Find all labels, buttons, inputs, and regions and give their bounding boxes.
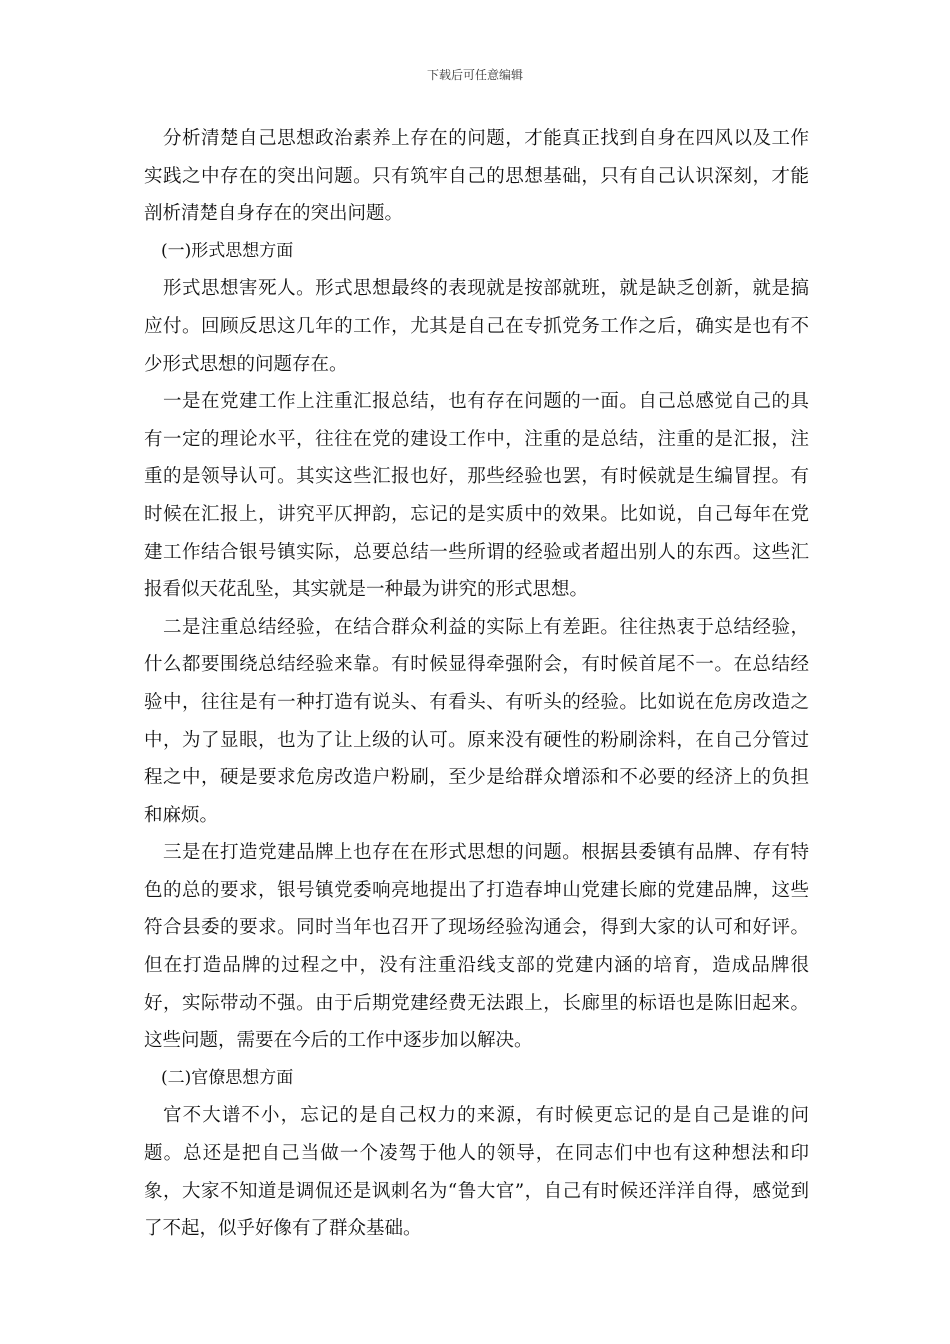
paragraph-point-three: 三是在打造党建品牌上也存在在形式思想的问题。根据县委镇有品牌、存有特色的总的要求，银号镇党委响亮地提出了打造春坤山党建长廊的党建品牌，这些符合县委的要求。同时当年也召开了现场经验沟通会，得到大家的认可和好评。但在打造品牌的过程之中，没有注重沿线支部的党建内涵的培育，造成品牌很好，实际带动不强。由于后期党建经费无法跟上，长廊里的标语也是陈旧起来。这些问题，需要在今后的工作中逐步加以解决。 bbox=[144, 842, 809, 1052]
page-header: 下载后可任意编辑 bbox=[426, 68, 523, 82]
section-heading-bureaucracy: (二)官僚思想方面 bbox=[161, 1067, 294, 1088]
paragraph-intro: 分析清楚自己思想政治素养上存在的问题，才能真正找到自身在四风以及工作实践之中存在的突出问题。只有筑牢自己的思想基础，只有自己认识深刻，才能剖析清楚自身存在的突出问题。 bbox=[144, 128, 809, 225]
paragraph-formalism-intro: 形式思想害死人。形式思想最终的表现就是按部就班，就是缺乏创新，就是搞应付。回顾反思这几年的工作，尤其是自己在专抓党务工作之后，确实是也有不少形式思想的问题存在。 bbox=[144, 278, 809, 375]
paragraph-bureaucracy: 官不大谱不小，忘记的是自己权力的来源，有时候更忘记的是自己是谁的问题。总还是把自己当做一个凌驾于他人的领导，在同志们中也有这种想法和印象，大家不知道是调侃还是讽刺名为“鲁大官”，自己有时候还洋洋自得，感觉到了不起，似乎好像有了群众基础。 bbox=[144, 1105, 809, 1240]
section-heading-formalism: (一)形式思想方面 bbox=[161, 240, 294, 261]
paragraph-point-one: 一是在党建工作上注重汇报总结，也有存在问题的一面。自己总感觉自己的具有一定的理论水平，往往在党的建设工作中，注重的是总结，注重的是汇报，注重的是领导认可。其实这些汇报也好，那些经验也罢，有时候就是生编冒捏。有时候在汇报上，讲究平仄押韵，忘记的是实质中的效果。比如说，自己每年在党建工作结合银号镇实际，总要总结一些所谓的经验或者超出别人的东西。这些汇报看似天花乱坠，其实就是一种最为讲究的形式思想。 bbox=[144, 391, 809, 601]
document-body bbox=[144, 120, 809, 1248]
paragraph-point-two: 二是注重总结经验，在结合群众利益的实际上有差距。往往热衷于总结经验，什么都要围绕总结经验来靠。有时候显得牵强附会，有时候首尾不一。在总结经验中，往往是有一种打造有说头、有看头、有听头的经验。比如说在危房改造之中，为了显眼，也为了让上级的认可。原来没有硬性的粉刷涂料，在自己分管过程之中，硬是要求危房改造户粉刷，至少是给群众增添和不必要的经济上的负担和麻烦。 bbox=[144, 616, 809, 826]
